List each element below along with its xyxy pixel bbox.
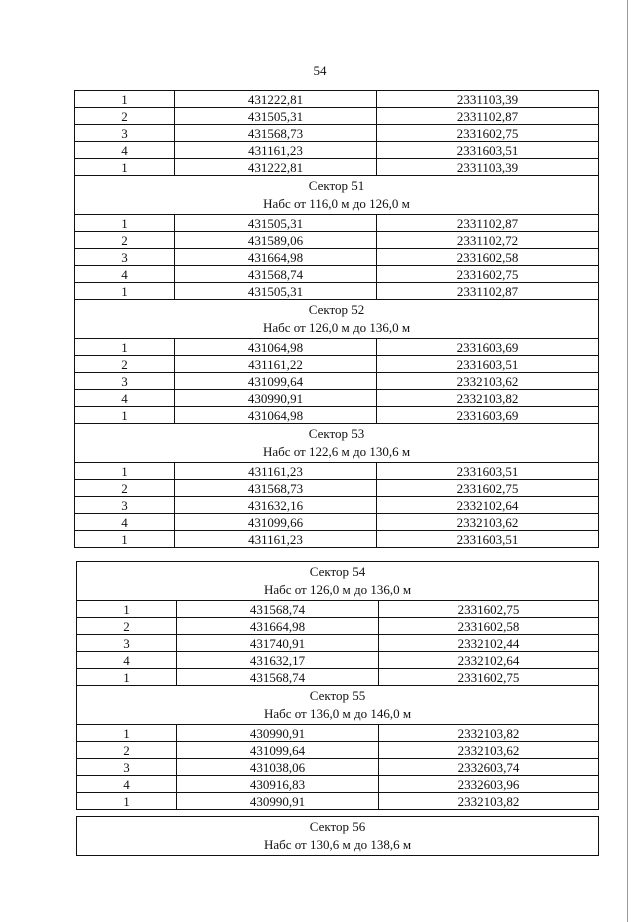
table-row bbox=[75, 91, 599, 108]
x-coordinate-cell: 431161,23 bbox=[175, 531, 377, 548]
x-coordinate-cell: 431222,81 bbox=[175, 159, 377, 176]
x-coordinate-cell: 431632,17 bbox=[177, 652, 379, 669]
point-number-cell: 4 bbox=[75, 390, 175, 407]
x-coordinate-cell: 431568,74 bbox=[177, 669, 379, 686]
table-row bbox=[75, 356, 599, 373]
sector-height-range: Набс от 122,6 м до 130,6 м bbox=[262, 444, 411, 459]
y-coordinate-cell: 2331102,87 bbox=[377, 215, 599, 232]
coordinates-table bbox=[76, 561, 599, 810]
x-coordinate-cell: 431664,98 bbox=[175, 249, 377, 266]
y-coordinate-cell: 2332103,82 bbox=[379, 793, 599, 810]
sector-height-range: Набс от 126,0 м до 136,0 м bbox=[263, 582, 412, 597]
table-row bbox=[77, 742, 599, 759]
table-row bbox=[75, 142, 599, 159]
x-coordinate-cell: 431064,98 bbox=[175, 339, 377, 356]
x-coordinate-cell: 431632,16 bbox=[175, 497, 377, 514]
x-coordinate-cell: 431568,74 bbox=[175, 266, 377, 283]
point-number-cell: 3 bbox=[77, 759, 177, 776]
table-row bbox=[75, 108, 599, 125]
sector-title: Сектор 52 bbox=[308, 302, 365, 317]
table-row bbox=[75, 531, 599, 548]
sector-header bbox=[77, 562, 599, 601]
point-number-cell: 2 bbox=[75, 108, 175, 125]
point-number-cell: 1 bbox=[77, 669, 177, 686]
x-coordinate-cell: 431099,66 bbox=[175, 514, 377, 531]
coordinates-table bbox=[76, 816, 599, 856]
table-row bbox=[77, 601, 599, 618]
x-coordinate-cell: 431740,91 bbox=[177, 635, 379, 652]
x-coordinate-cell: 431568,73 bbox=[175, 125, 377, 142]
sector-header bbox=[77, 817, 599, 856]
x-coordinate-cell: 430990,91 bbox=[175, 390, 377, 407]
table-row bbox=[75, 390, 599, 407]
sector-title: Сектор 56 bbox=[309, 819, 366, 834]
table-row bbox=[77, 669, 599, 686]
point-number-cell: 4 bbox=[77, 776, 177, 793]
table-row bbox=[75, 339, 599, 356]
point-number-cell: 2 bbox=[75, 232, 175, 249]
table-row bbox=[75, 266, 599, 283]
point-number-cell: 3 bbox=[75, 497, 175, 514]
y-coordinate-cell: 2331102,72 bbox=[377, 232, 599, 249]
sector-header bbox=[75, 176, 599, 215]
table-row bbox=[75, 249, 599, 266]
point-number-cell: 1 bbox=[75, 215, 175, 232]
sector-header bbox=[77, 686, 599, 725]
y-coordinate-cell: 2332603,96 bbox=[379, 776, 599, 793]
sector-header-row bbox=[75, 300, 599, 339]
x-coordinate-cell: 431222,81 bbox=[175, 91, 377, 108]
point-number-cell: 2 bbox=[77, 618, 177, 635]
x-coordinate-cell: 431161,23 bbox=[175, 142, 377, 159]
x-coordinate-cell: 431161,22 bbox=[175, 356, 377, 373]
point-number-cell: 3 bbox=[77, 635, 177, 652]
point-number-cell: 1 bbox=[75, 531, 175, 548]
x-coordinate-cell: 431664,98 bbox=[177, 618, 379, 635]
point-number-cell: 2 bbox=[75, 356, 175, 373]
x-coordinate-cell: 431505,31 bbox=[175, 215, 377, 232]
table-row bbox=[75, 463, 599, 480]
y-coordinate-cell: 2331602,75 bbox=[379, 669, 599, 686]
point-number-cell: 1 bbox=[75, 463, 175, 480]
point-number-cell: 1 bbox=[75, 91, 175, 108]
point-number-cell: 1 bbox=[77, 601, 177, 618]
y-coordinate-cell: 2331603,51 bbox=[377, 356, 599, 373]
x-coordinate-cell: 430990,91 bbox=[177, 725, 379, 742]
y-coordinate-cell: 2332103,62 bbox=[377, 373, 599, 390]
x-coordinate-cell: 431589,06 bbox=[175, 232, 377, 249]
x-coordinate-cell: 431099,64 bbox=[177, 742, 379, 759]
table-row bbox=[77, 759, 599, 776]
point-number-cell: 1 bbox=[75, 159, 175, 176]
y-coordinate-cell: 2331103,39 bbox=[377, 91, 599, 108]
sector-header-row bbox=[75, 424, 599, 463]
sector-header bbox=[75, 300, 599, 339]
table-row bbox=[75, 514, 599, 531]
table-row bbox=[75, 283, 599, 300]
x-coordinate-cell: 431568,74 bbox=[177, 601, 379, 618]
point-number-cell: 4 bbox=[75, 142, 175, 159]
y-coordinate-cell: 2331603,51 bbox=[377, 463, 599, 480]
point-number-cell: 2 bbox=[75, 480, 175, 497]
x-coordinate-cell: 431064,98 bbox=[175, 407, 377, 424]
table-row bbox=[75, 497, 599, 514]
y-coordinate-cell: 2332103,62 bbox=[377, 514, 599, 531]
sector-height-range: Набс от 126,0 м до 136,0 м bbox=[262, 320, 411, 335]
point-number-cell: 1 bbox=[75, 407, 175, 424]
table-row bbox=[75, 125, 599, 142]
sector-header-row bbox=[77, 562, 599, 601]
point-number-cell: 2 bbox=[77, 742, 177, 759]
point-number-cell: 3 bbox=[75, 249, 175, 266]
y-coordinate-cell: 2332102,64 bbox=[379, 652, 599, 669]
sector-title: Сектор 55 bbox=[309, 688, 366, 703]
y-coordinate-cell: 2331602,58 bbox=[377, 249, 599, 266]
y-coordinate-cell: 2332603,74 bbox=[379, 759, 599, 776]
sector-title: Сектор 51 bbox=[308, 178, 365, 193]
y-coordinate-cell: 2331602,75 bbox=[377, 125, 599, 142]
y-coordinate-cell: 2332102,64 bbox=[377, 497, 599, 514]
y-coordinate-cell: 2331102,87 bbox=[377, 283, 599, 300]
coordinates-table bbox=[74, 90, 599, 548]
sector-height-range: Набс от 116,0 м до 126,0 м bbox=[263, 196, 410, 211]
sector-title: Сектор 53 bbox=[308, 426, 365, 441]
x-coordinate-cell: 431099,64 bbox=[175, 373, 377, 390]
x-coordinate-cell: 431505,31 bbox=[175, 283, 377, 300]
sector-header-row bbox=[75, 176, 599, 215]
y-coordinate-cell: 2331603,69 bbox=[377, 407, 599, 424]
x-coordinate-cell: 431568,73 bbox=[175, 480, 377, 497]
y-coordinate-cell: 2331602,75 bbox=[377, 266, 599, 283]
x-coordinate-cell: 430916,83 bbox=[177, 776, 379, 793]
point-number-cell: 3 bbox=[75, 373, 175, 390]
point-number-cell: 4 bbox=[77, 652, 177, 669]
table-row bbox=[75, 480, 599, 497]
table-row bbox=[75, 373, 599, 390]
y-coordinate-cell: 2331603,51 bbox=[377, 531, 599, 548]
y-coordinate-cell: 2331603,69 bbox=[377, 339, 599, 356]
table-row bbox=[75, 407, 599, 424]
table-row bbox=[77, 635, 599, 652]
sector-height-range: Набс от 136,0 м до 146,0 м bbox=[263, 706, 412, 721]
table-row bbox=[75, 159, 599, 176]
y-coordinate-cell: 2332102,44 bbox=[379, 635, 599, 652]
table-row bbox=[75, 215, 599, 232]
y-coordinate-cell: 2331602,75 bbox=[377, 480, 599, 497]
scan-edge-line bbox=[627, 0, 628, 922]
page-number: 54 bbox=[313, 63, 327, 78]
sector-height-range: Набс от 130,6 м до 138,6 м bbox=[263, 837, 412, 852]
table-row bbox=[77, 652, 599, 669]
y-coordinate-cell: 2331603,51 bbox=[377, 142, 599, 159]
y-coordinate-cell: 2331102,87 bbox=[377, 108, 599, 125]
x-coordinate-cell: 431505,31 bbox=[175, 108, 377, 125]
y-coordinate-cell: 2332103,82 bbox=[377, 390, 599, 407]
table-row bbox=[77, 618, 599, 635]
point-number-cell: 4 bbox=[75, 266, 175, 283]
point-number-cell: 1 bbox=[75, 283, 175, 300]
point-number-cell: 1 bbox=[75, 339, 175, 356]
table-row bbox=[77, 725, 599, 742]
point-number-cell: 4 bbox=[75, 514, 175, 531]
x-coordinate-cell: 430990,91 bbox=[177, 793, 379, 810]
table-row bbox=[77, 776, 599, 793]
table-row bbox=[75, 232, 599, 249]
point-number-cell: 1 bbox=[77, 793, 177, 810]
y-coordinate-cell: 2331602,75 bbox=[379, 601, 599, 618]
y-coordinate-cell: 2331602,58 bbox=[379, 618, 599, 635]
point-number-cell: 1 bbox=[77, 725, 177, 742]
x-coordinate-cell: 431161,23 bbox=[175, 463, 377, 480]
y-coordinate-cell: 2331103,39 bbox=[377, 159, 599, 176]
sector-header-row bbox=[77, 686, 599, 725]
point-number-cell: 3 bbox=[75, 125, 175, 142]
table-row bbox=[77, 793, 599, 810]
y-coordinate-cell: 2332103,82 bbox=[379, 725, 599, 742]
sector-header-row bbox=[77, 817, 599, 856]
x-coordinate-cell: 431038,06 bbox=[177, 759, 379, 776]
sector-title: Сектор 54 bbox=[309, 564, 366, 579]
sector-header bbox=[75, 424, 599, 463]
y-coordinate-cell: 2332103,62 bbox=[379, 742, 599, 759]
